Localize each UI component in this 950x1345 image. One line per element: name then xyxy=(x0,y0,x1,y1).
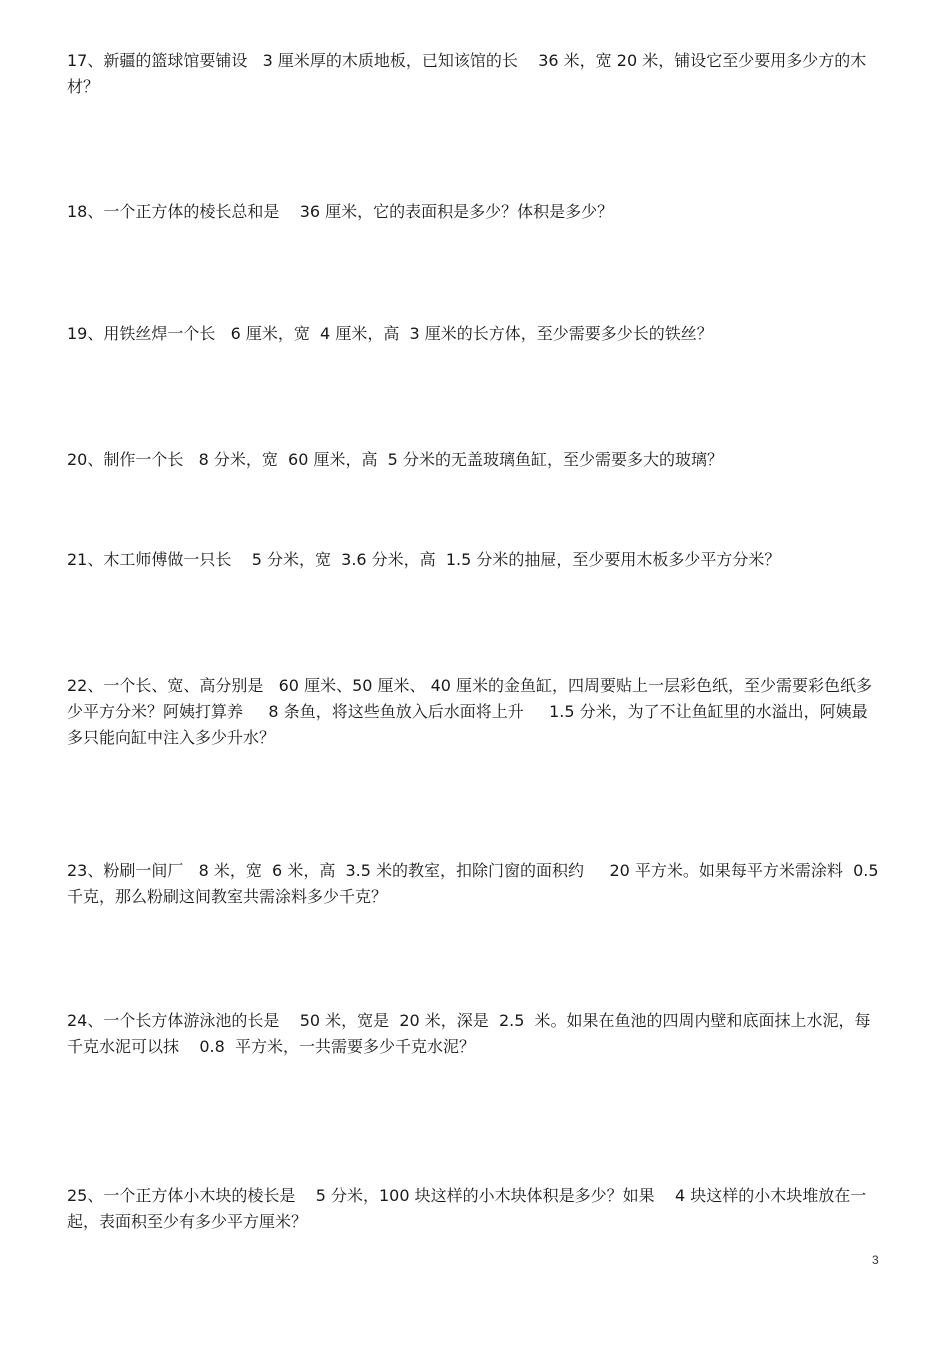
question-21: 21、木工师傅做一只长 5 分米，宽 3.6 分米，高 1.5 分米的抽屉，至少要用木板多少平方分米？ xyxy=(67,550,781,569)
question-24: 24、一个长方体游泳池的长是 50 米，宽是 20 米，深是 2.5 米。如果在鱼池的四周内壁和底面抹上水泥，每千克水泥可以抹 0.8 平方米，一共需要多少千克水泥？ xyxy=(67,1011,871,1056)
question-19: 19、用铁丝焊一个长 6 厘米，宽 4 厘米，高 3 厘米的长方体，至少需要多少长的铁丝？ xyxy=(67,324,713,343)
page-number: 3 xyxy=(872,1253,879,1267)
question-22: 22、一个长、宽、高分别是 60 厘米、50 厘米、 40 厘米的金鱼缸，四周要贴上一层彩色纸，至少需要彩色纸多少平方分米？阿姨打算养 8 条鱼，将这些鱼放入后水面将上升 1.5 分米，为了不让鱼缸里的水溢出，阿姨最多只能向缸中注入多少升水？ xyxy=(67,676,873,747)
question-20: 20、制作一个长 8 分米，宽 60 厘米，高 5 分米的无盖玻璃鱼缸，至少需要多大的玻璃？ xyxy=(67,450,723,469)
question-18: 18、一个正方体的棱长总和是 36 厘米，它的表面积是多少？体积是多少？ xyxy=(67,202,614,221)
question-17: 17、新疆的篮球馆要铺设 3 厘米厚的木质地板，已知该馆的长 36 米，宽 20 米，铺设它至少要用多少方的木材？ xyxy=(67,51,867,96)
question-25: 25、一个正方体小木块的棱长是 5 分米，100 块这样的小木块体积是多少？如果 4 块这样的小木块堆放在一起，表面积至少有多少平方厘米？ xyxy=(67,1186,867,1231)
question-23: 23、粉刷一间厂 8 米，宽 6 米，高 3.5 米的教室，扣除门窗的面积约 20 平方米。如果每平方米需涂料 0.5 千克，那么粉刷这间教室共需涂料多少千克？ xyxy=(67,861,884,906)
